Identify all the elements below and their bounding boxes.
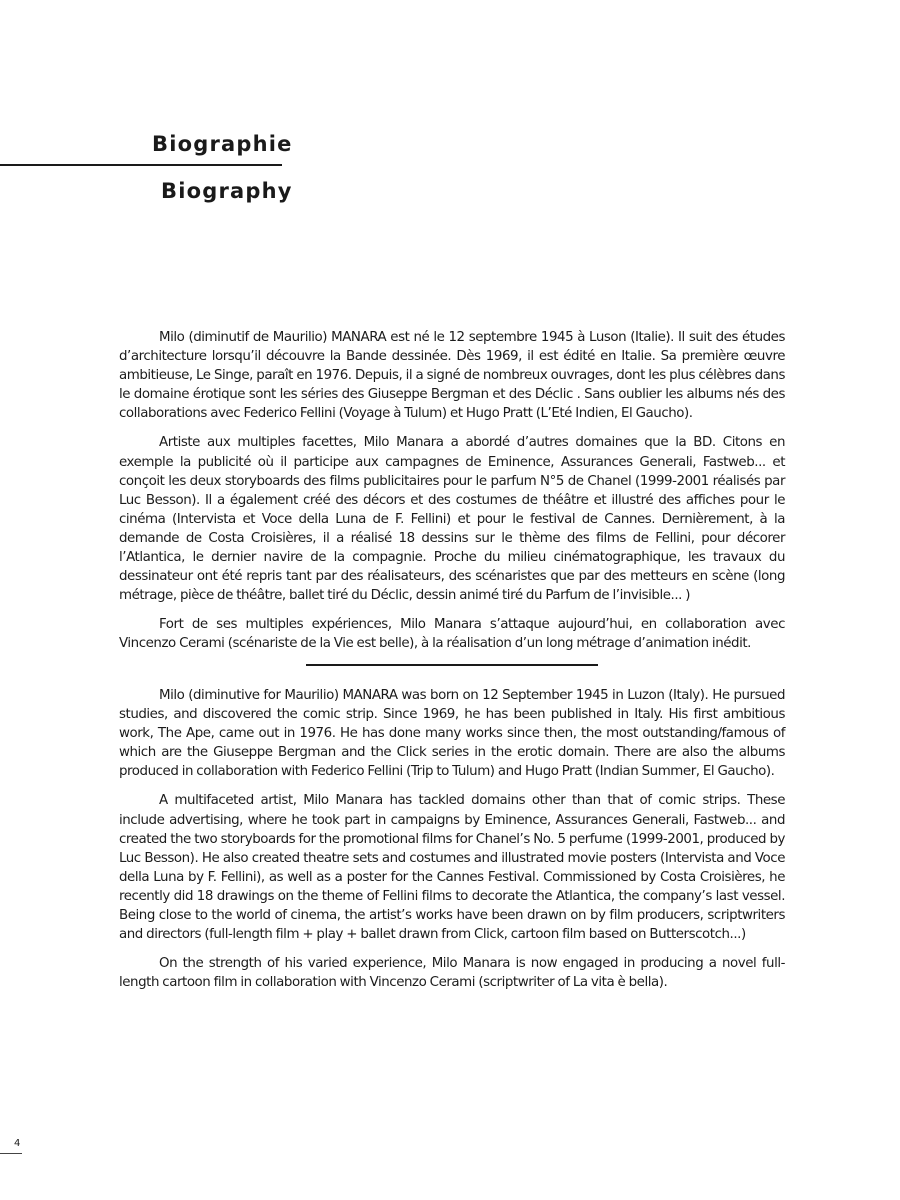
page-title-french: Biographie [152, 132, 293, 156]
page-number: 4 [14, 1138, 21, 1149]
english-paragraph-1: Milo (diminutive for Maurilio) MANARA was born on 12 September 1945 in Luzon (Italy). He pursued studies, and discovered the comic strip. Since 1969, he has been published in Italy. His first ambitious work, The Ape, came out in 1976. He has done many works since then, the most outstanding/famous of which are the Giuseppe Bergman and the Click series in the erotic domain. There are also the albums produced in collaboration with Federico Fellini (Trip to Tulum) and Hugo Pratt (Indian Summer, El Gaucho). [119, 688, 785, 780]
french-paragraph-1: Milo (diminutif de Maurilio) MANARA est né le 12 septembre 1945 à Luson (Italie). Il suit des études d’architecture lorsqu’il découvre la Bande dessinée. Dès 1969, il est édité en Italie. Sa première œuvre ambitieuse, Le Singe, paraît en 1976. Depuis, il a signé de nombreux ouvrages, dont les plus célèbres dans le domaine érotique sont les séries des Giuseppe Bergman et des Déclic . Sans oublier les albums nés des collaborations avec Federico Fellini (Voyage à Tulum) et Hugo Pratt (L’Eté Indien, El Gaucho). [119, 330, 785, 422]
section-separator [306, 664, 598, 666]
title-divider [0, 164, 282, 166]
page-title-english: Biography [161, 179, 293, 203]
french-paragraph-2: Artiste aux multiples facettes, Milo Manara a abordé d’autres domaines que la BD. Citons en exemple la publicité où il participe aux campagnes de Eminence, Assurances Generali, Fastweb... et conçoit les deux storyboards des films publicitaires pour le parfum N°5 de Chanel (1999-2001 réalisés par Luc Besson). Il a également créé des décors et des costumes de théâtre et illustré des affiches pour le cinéma (Intervista et Voce della Luna de F. Fellini) et pour le festival de Cannes. Dernièrement, à la demande de Costa Croisières, il a réalisé 18 dessins sur le thème des films de Fellini, pour décorer l’Atlantica, le dernier navire de la compagnie. Proche du milieu cinématographique, les travaux du dessinateur ont été repris tant par des réalisateurs, des scénaristes que par des metteurs en scène (long métrage, pièce de théâtre, ballet tiré du Déclic, dessin animé tiré du Parfum de l’invisible... ) [119, 435, 785, 604]
english-paragraph-2: A multifaceted artist, Milo Manara has tackled domains other than that of comic strips. These include advertising, where he took part in campaigns by Eminence, Assurances Generali, Fastweb... and created the two storyboards for the promotional films for Chanel’s No. 5 perfume (1999-2001, produced by Luc Besson). He also created theatre sets and costumes and illustrated movie posters (Intervista and Voce della Luna by F. Fellini), as well as a poster for the Cannes Festival. Commissioned by Costa Croisières, he recently did 18 drawings on the theme of Fellini films to decorate the Atlantica, the company’s last vessel. Being close to the world of cinema, the artist’s works have been drawn on by film producers, scriptwriters and directors (full-length film + play + ballet drawn from Click, cartoon film based on Butterscotch...) [119, 793, 785, 943]
english-paragraph-3: On the strength of his varied experience, Milo Manara is now engaged in producing a novel full-length cartoon film in collaboration with Vincenzo Cerami (scriptwriter of La vita è bella). [119, 956, 785, 991]
french-paragraph-3: Fort de ses multiples expériences, Milo Manara s’attaque aujourd’hui, en collaboration avec Vincenzo Cerami (scénariste de la Vie est belle), à la réalisation d’un long métrage d’animation inédit. [119, 617, 785, 652]
biography-french-section [119, 328, 785, 664]
biography-english-section [119, 686, 785, 1002]
page-number-rule [0, 1153, 22, 1154]
